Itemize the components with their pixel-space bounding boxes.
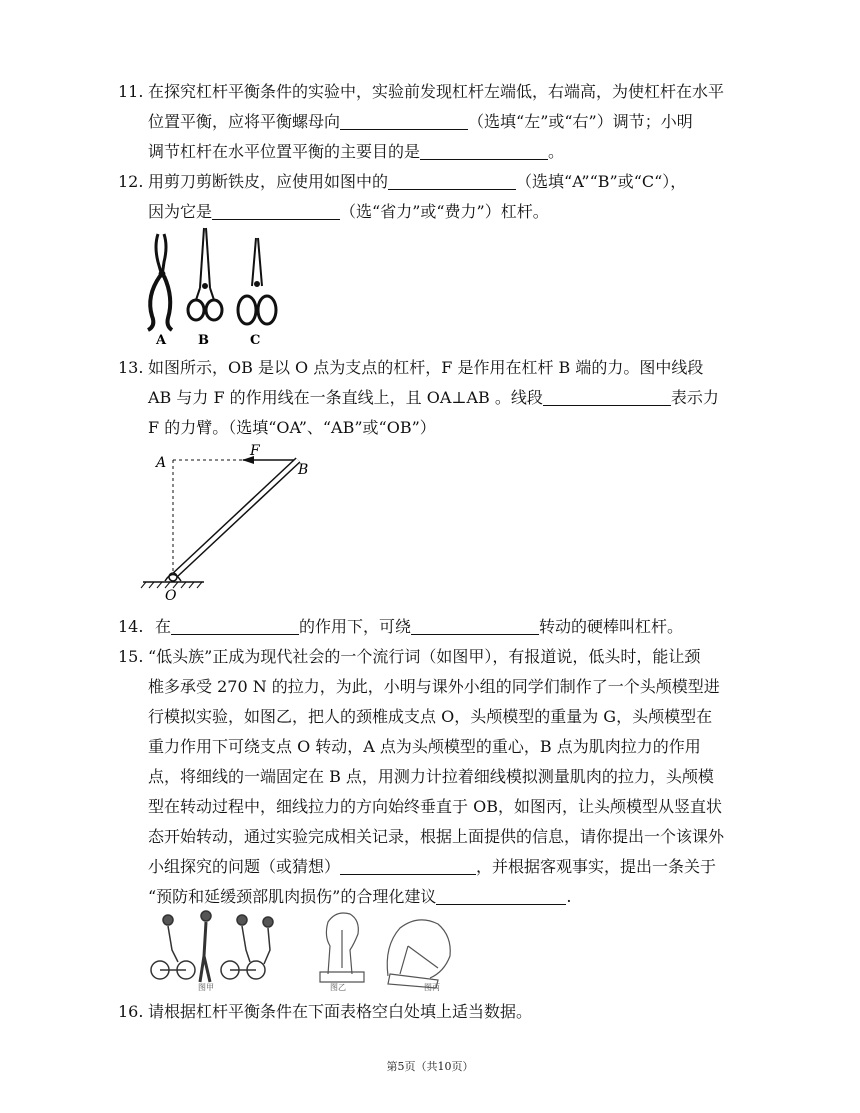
label-o: O xyxy=(165,588,177,604)
q13-line-2-text: AB 与力 F 的作用线在一条直线上，且 OA⊥AB 。线段 xyxy=(148,388,543,407)
q14-text-b: 的作用下，可绕 xyxy=(299,617,412,636)
q14-blank-1[interactable] xyxy=(171,618,299,635)
q14-number: 14. xyxy=(118,617,144,636)
q15-line-9-text: “预防和延缓颈部肌肉损伤”的合理化建议 xyxy=(148,887,437,906)
q11-line-3-text: 调节杠杆在水平位置平衡的主要目的是 xyxy=(148,142,421,161)
q15-line-8 xyxy=(148,857,716,877)
q11-line-2-text: 位置平衡，应将平衡螺母向 xyxy=(148,112,341,131)
q11-line-3 xyxy=(148,142,564,162)
q16-number: 16. xyxy=(118,1002,144,1021)
q12-blank-1[interactable] xyxy=(388,173,516,190)
caption-bing: 图丙 xyxy=(424,983,440,992)
q15-line-1: “低头族”正成为现代社会的一个流行词（如图甲），有报道说，低头时，能让颈 xyxy=(148,647,701,666)
q11-line-3-tail: 。 xyxy=(548,142,565,161)
q12-line-1-text: 用剪刀剪断铁皮，应使用如图中的 xyxy=(148,172,389,191)
scissors-label-b: B xyxy=(198,333,209,346)
q12-line-2-tail: （选“省力”或“费力”）杠杆。 xyxy=(340,202,549,221)
q15-line-8-text: 小组探究的问题（或猜想） xyxy=(148,857,341,876)
q11-blank-1[interactable] xyxy=(340,113,468,130)
label-b: B xyxy=(298,462,309,478)
q14-text-a: 在 xyxy=(155,617,172,636)
q15-blank-1[interactable] xyxy=(340,858,476,875)
q11-number: 11. xyxy=(118,82,144,101)
q15-line-2: 椎多承受 270 N 的拉力，为此，小明与课外小组的同学们制作了一个头颅模型进 xyxy=(148,677,720,696)
figure-jia-illustration xyxy=(151,911,273,982)
lever-diagram xyxy=(138,440,328,606)
q11-line-1: 在探究杠杆平衡条件的实验中，实验前发现杠杆左端低，右端高，为使杠杆在水平 xyxy=(148,82,725,101)
q13-number: 13. xyxy=(118,358,144,377)
scissors-b-icon xyxy=(188,228,222,320)
lever-bar-inner xyxy=(174,460,298,576)
q14-blank-2[interactable] xyxy=(411,618,539,635)
q13-line-2 xyxy=(148,388,719,408)
q12-line-1 xyxy=(148,172,686,192)
caption-jia: 图甲 xyxy=(198,983,214,992)
q15-line-8-tail: ，并根据客观事实，提出一条关于 xyxy=(476,857,717,876)
q15-line-3: 行模拟实验，如图乙，把人的颈椎成支点 O，头颅模型的重量为 G，头颅模型在 xyxy=(148,707,713,726)
scissors-c-icon xyxy=(238,238,276,324)
q13-line-2-tail: 表示力 xyxy=(670,388,719,407)
q12-line-2-text: 因为它是 xyxy=(148,202,213,221)
q13-blank[interactable] xyxy=(543,389,671,406)
q13-line-3: F 的力臂。（选填“OA”、“AB”或“OB”） xyxy=(148,418,436,437)
scissors-label-c: C xyxy=(250,333,261,346)
figure-yi-illustration xyxy=(320,913,364,982)
q15-line-6: 型在转动过程中，细线拉力的方向始终垂直于 OB，如图丙，让头颅模型从竖直状 xyxy=(148,797,722,816)
q15-line-5: 点，将细线的一端固定在 B 点，用测力计拉着细线模拟测量肌肉的拉力，头颅模 xyxy=(148,767,714,786)
q15-line-4: 重力作用下可绕支点 O 转动，A 点为头颅模型的重心，B 点为肌肉拉力的作用 xyxy=(148,737,701,756)
caption-yi: 图乙 xyxy=(330,983,346,992)
q11-line-2-tail: （选填“左”或“右”）调节；小明 xyxy=(468,112,693,131)
q11-line-2 xyxy=(148,112,693,132)
q13-line-1: 如图所示，OB 是以 O 点为支点的杠杆，F 是作用在杠杆 B 端的力。图中线段 xyxy=(148,358,704,377)
q15-number: 15. xyxy=(118,647,144,666)
q15-line-9-tail: . xyxy=(566,887,572,906)
q12-line-2 xyxy=(148,202,549,222)
q15-line-7: 态开始转动，通过实验完成相关记录，根据上面提供的信息，请你提出一个该课外 xyxy=(148,827,725,846)
figure-bing-illustration xyxy=(387,920,450,988)
q12-line-1-tail: （选填“A”“B”或“C“）， xyxy=(516,172,687,191)
scissors-a-icon xyxy=(148,234,172,330)
q12-blank-2[interactable] xyxy=(212,203,340,220)
q14-text-c: 转动的硬棒叫杠杆。 xyxy=(539,617,684,636)
q15-blank-2[interactable] xyxy=(436,888,566,905)
neck-figures xyxy=(138,906,468,992)
q11-blank-2[interactable] xyxy=(420,143,548,160)
q14-line xyxy=(155,617,683,637)
scissors-figure xyxy=(138,226,288,346)
q16-line: 请根据杠杆平衡条件在下面表格空白处填上适当数据。 xyxy=(148,1002,533,1021)
scissors-label-a: A xyxy=(156,333,167,346)
label-f: F xyxy=(250,443,260,459)
q15-line-9 xyxy=(148,887,571,907)
q12-number: 12. xyxy=(118,172,144,191)
page-footer: 第5页（共10页） xyxy=(386,1060,474,1073)
label-a: A xyxy=(156,455,167,471)
